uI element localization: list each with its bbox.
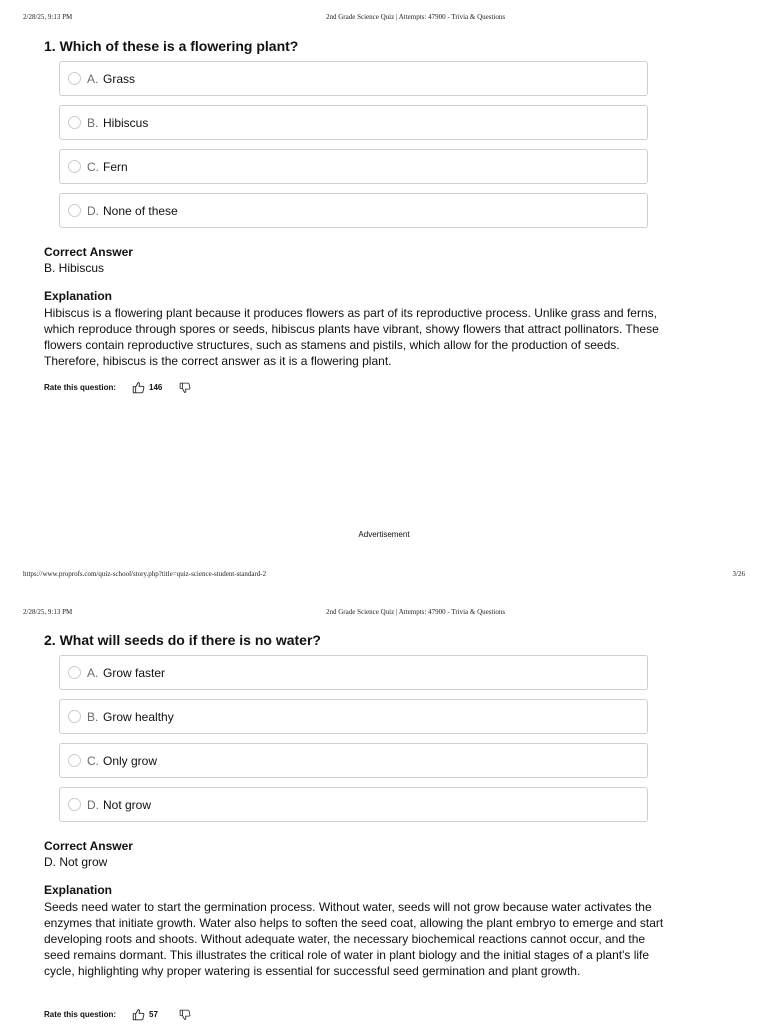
correct-answer-label: Correct Answer	[44, 839, 133, 853]
radio-button[interactable]	[68, 754, 81, 767]
advertisement-label: Advertisement	[358, 530, 410, 539]
option-text: None of these	[103, 204, 178, 218]
print-title: 2nd Grade Science Quiz | Attempts: 47900 - Trivia & Questions	[326, 13, 506, 21]
option-c[interactable]	[59, 743, 648, 778]
radio-button[interactable]	[68, 710, 81, 723]
print-header	[0, 13, 768, 25]
option-letter: B.	[87, 116, 99, 130]
print-header	[0, 608, 768, 620]
print-date: 2/28/25, 9:13 PM	[23, 608, 73, 616]
print-url: https://www.proprofs.com/quiz-school/story.php?title=quiz-science-student-standard-2	[23, 570, 267, 578]
option-letter: D.	[87, 798, 99, 812]
like-count: 57	[149, 1010, 158, 1019]
page-number: 3/26	[732, 570, 745, 578]
option-d[interactable]	[59, 787, 648, 822]
radio-button[interactable]	[68, 666, 81, 679]
answer-options	[59, 655, 648, 831]
radio-button[interactable]	[68, 116, 81, 129]
option-letter: A.	[87, 72, 99, 86]
thumbs-down-icon[interactable]	[179, 382, 191, 394]
rate-label: Rate this question:	[44, 1010, 117, 1019]
correct-answer-value: D. Not grow	[44, 855, 108, 869]
option-text: Only grow	[103, 754, 158, 768]
option-c[interactable]	[59, 149, 648, 184]
option-a[interactable]	[59, 655, 648, 690]
option-letter: D.	[87, 204, 99, 218]
thumbs-up-icon[interactable]	[132, 1008, 145, 1021]
option-d[interactable]	[59, 193, 648, 228]
option-text: Grass	[103, 72, 136, 86]
rate-label: Rate this question:	[44, 383, 117, 392]
option-letter: B.	[87, 710, 99, 724]
option-text: Hibiscus	[103, 116, 149, 130]
answer-options	[59, 61, 648, 237]
option-letter: C.	[87, 160, 99, 174]
option-text: Grow faster	[103, 666, 166, 680]
explanation-label: Explanation	[44, 883, 113, 897]
option-letter: C.	[87, 754, 99, 768]
question-title: 2. What will seeds do if there is no water?	[44, 632, 321, 648]
radio-button[interactable]	[68, 204, 81, 217]
option-b[interactable]	[59, 699, 648, 734]
thumbs-down-icon[interactable]	[179, 1009, 191, 1021]
print-title: 2nd Grade Science Quiz | Attempts: 47900 - Trivia & Questions	[326, 608, 506, 616]
radio-button[interactable]	[68, 798, 81, 811]
print-date: 2/28/25, 9:13 PM	[23, 13, 73, 21]
explanation-text: Hibiscus is a flowering plant because it produces flowers as part of its reproductive process. Unlike grass and ferns, which reproduce through spores or seeds, hibiscus plants have vibrant, showy flowers that attract pollinators. These flowers contain reproductive structures, such as stamens and pistils, which allow for the production of seeds. Therefore, hibiscus is the correct answer as it is a flowering plant.	[44, 306, 659, 368]
like-count: 146	[149, 383, 163, 392]
radio-button[interactable]	[68, 72, 81, 85]
explanation-label: Explanation	[44, 289, 113, 303]
radio-button[interactable]	[68, 160, 81, 173]
print-footer	[0, 570, 768, 582]
option-text: Fern	[103, 160, 128, 174]
question-title: 1. Which of these is a flowering plant?	[44, 38, 299, 54]
option-a[interactable]	[59, 61, 648, 96]
option-b[interactable]	[59, 105, 648, 140]
option-letter: A.	[87, 666, 99, 680]
correct-answer-label: Correct Answer	[44, 245, 133, 259]
thumbs-up-icon[interactable]	[132, 381, 145, 394]
option-text: Not grow	[103, 798, 152, 812]
correct-answer-value: B. Hibiscus	[44, 261, 105, 275]
option-text: Grow healthy	[103, 710, 174, 724]
explanation-text: Seeds need water to start the germination process. Without water, seeds will not grow because water activates the enzymes that initiate growth. Water also helps to soften the seed coat, allowing the plant embryo to emerge and start developing roots and shoots. Without adequate water, the necessary biochemical reactions cannot occur, and the seed remains dormant. This illustrates the critical role of water in plant biology and the initial stages of a plant's life cycle, highlighting why proper watering is essential for successful seed germination and plant growth.	[44, 900, 664, 978]
